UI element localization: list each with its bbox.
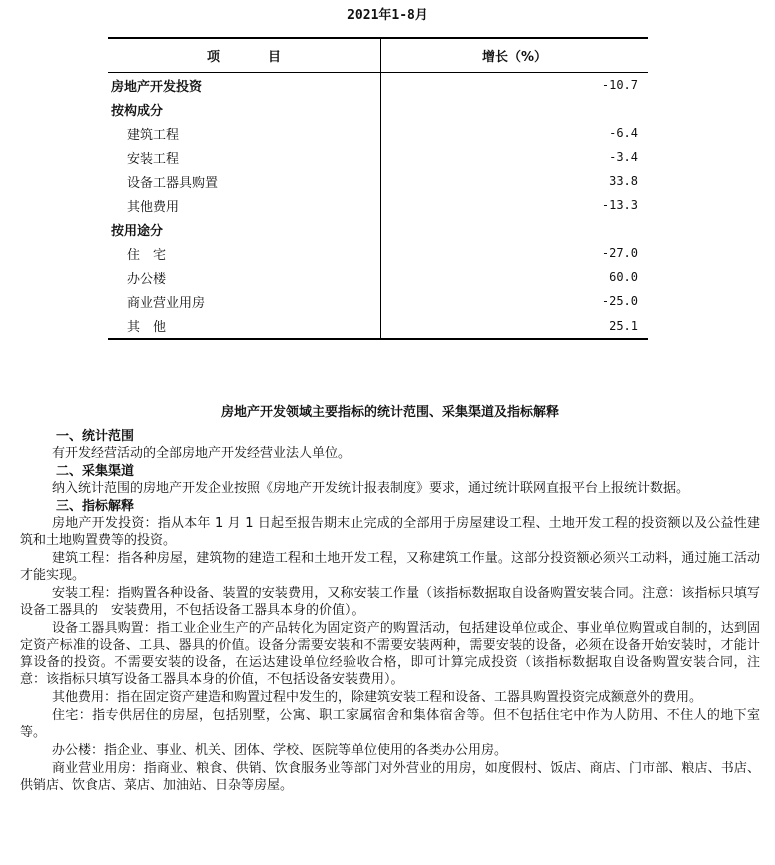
- definition-paragraph: 设备工器具购置：指工业企业生产的产品转化为固定资产的购置活动，包括建设单位或企、事业单位购置或自制的，达到固定资产标准的设备、工具、器具的价值。设备分需要安装和不需要安装两种，需要安装的设备，必须在设备开始安装时，才能计算设备的投资。不需要安装的设备，在运达建设单位经验收合格，即可计算完成投资（该指标数据取自设备购置安装合同，注意：该指标只填写设备工器具本身的价值，不包括设备安装费用）。: [20, 621, 760, 687]
- section-heading: 一、统计范围: [56, 429, 135, 444]
- growth-table: [108, 37, 648, 340]
- row-value: [381, 217, 649, 241]
- table-header-row: [108, 38, 648, 73]
- table-row: [108, 145, 648, 169]
- row-label: 安装工程: [108, 145, 381, 169]
- section-text: 纳入统计范围的房地产开发企业按照《房地产开发统计报表制度》要求，通过统计联网直报平台上报统计数据。: [52, 481, 690, 496]
- row-value: -6.4: [609, 126, 638, 140]
- table-row: [108, 265, 648, 289]
- table-row: [108, 73, 648, 98]
- table-row: [108, 193, 648, 217]
- definition-paragraph: 商业营业用房：指商业、粮食、供销、饮食服务业等部门对外营业的用房，如度假村、饭店、商店、门市部、粮店、书店、供销店、饮食店、菜店、加油站、日杂等房屋。: [20, 761, 760, 793]
- row-label: 按用途分: [108, 217, 381, 241]
- row-label: 其 他: [108, 313, 381, 339]
- row-value: -13.3: [601, 198, 638, 212]
- definition-paragraph: 住宅：指专供居住的房屋，包括别墅，公寓、职工家属宿舍和集体宿舍等。但不包括住宅中作为人防用、不住人的地下室等。: [20, 708, 760, 740]
- row-value: -27.0: [601, 246, 638, 260]
- row-value: -10.7: [601, 78, 638, 92]
- notes-title: 房地产开发领域主要指标的统计范围、采集渠道及指标解释: [220, 405, 559, 420]
- row-value: 60.0: [609, 270, 638, 284]
- row-label: 其他费用: [108, 193, 381, 217]
- table-row: [108, 169, 648, 193]
- table-row: [108, 121, 648, 145]
- row-label: 建筑工程: [108, 121, 381, 145]
- row-label: 商业营业用房: [108, 289, 381, 313]
- definition-paragraph: 建筑工程：指各种房屋，建筑物的建造工程和土地开发工程，又称建筑工作量。这部分投资额必须兴工动料，通过施工活动才能实现。: [20, 551, 760, 583]
- header-growth: 增长（%）: [381, 38, 649, 73]
- row-value: 33.8: [609, 174, 638, 188]
- definition-paragraph: 房地产开发投资：指从本年 1 月 1 日起至报告期末止完成的全部用于房屋建设工程、土地开发工程的投资额以及公益性建筑和土地购置费等的投资。: [20, 516, 760, 548]
- table-row: [108, 217, 648, 241]
- definition-paragraph: 其他费用：指在固定资产建造和购置过程中发生的，除建筑安装工程和设备、工器具购置投资完成额意外的费用。: [52, 690, 703, 705]
- table-row: [108, 313, 648, 339]
- row-label: 设备工器具购置: [108, 169, 381, 193]
- row-label: 办公楼: [108, 265, 381, 289]
- section-heading: 三、指标解释: [56, 499, 135, 514]
- definition-paragraph: 安装工程：指购置各种设备、装置的安装费用，又称安装工作量（该指标数据取自设备购置安装合同。注意：该指标只填写设备工器具的 安装费用，不包括设备工器具本身的价值）。: [20, 586, 760, 618]
- table-row: [108, 289, 648, 313]
- section-heading: 二、采集渠道: [56, 464, 135, 479]
- report-period: 2021年1-8月: [347, 8, 428, 23]
- row-value: -25.0: [601, 294, 638, 308]
- row-value: -3.4: [609, 150, 638, 164]
- row-label: 住 宅: [108, 241, 381, 265]
- explanatory-notes: [20, 404, 760, 795]
- header-item: 项 目: [108, 38, 381, 73]
- table-row: [108, 97, 648, 121]
- row-value: 25.1: [381, 313, 649, 339]
- section-text: 有开发经营活动的全部房地产开发经营业法人单位。: [52, 446, 352, 461]
- row-label: 按构成分: [108, 97, 381, 121]
- table-row: [108, 241, 648, 265]
- row-value: [381, 97, 649, 121]
- row-label: 房地产开发投资: [108, 73, 381, 98]
- definition-paragraph: 办公楼：指企业、事业、机关、团体、学校、医院等单位使用的各类办公用房。: [52, 743, 508, 758]
